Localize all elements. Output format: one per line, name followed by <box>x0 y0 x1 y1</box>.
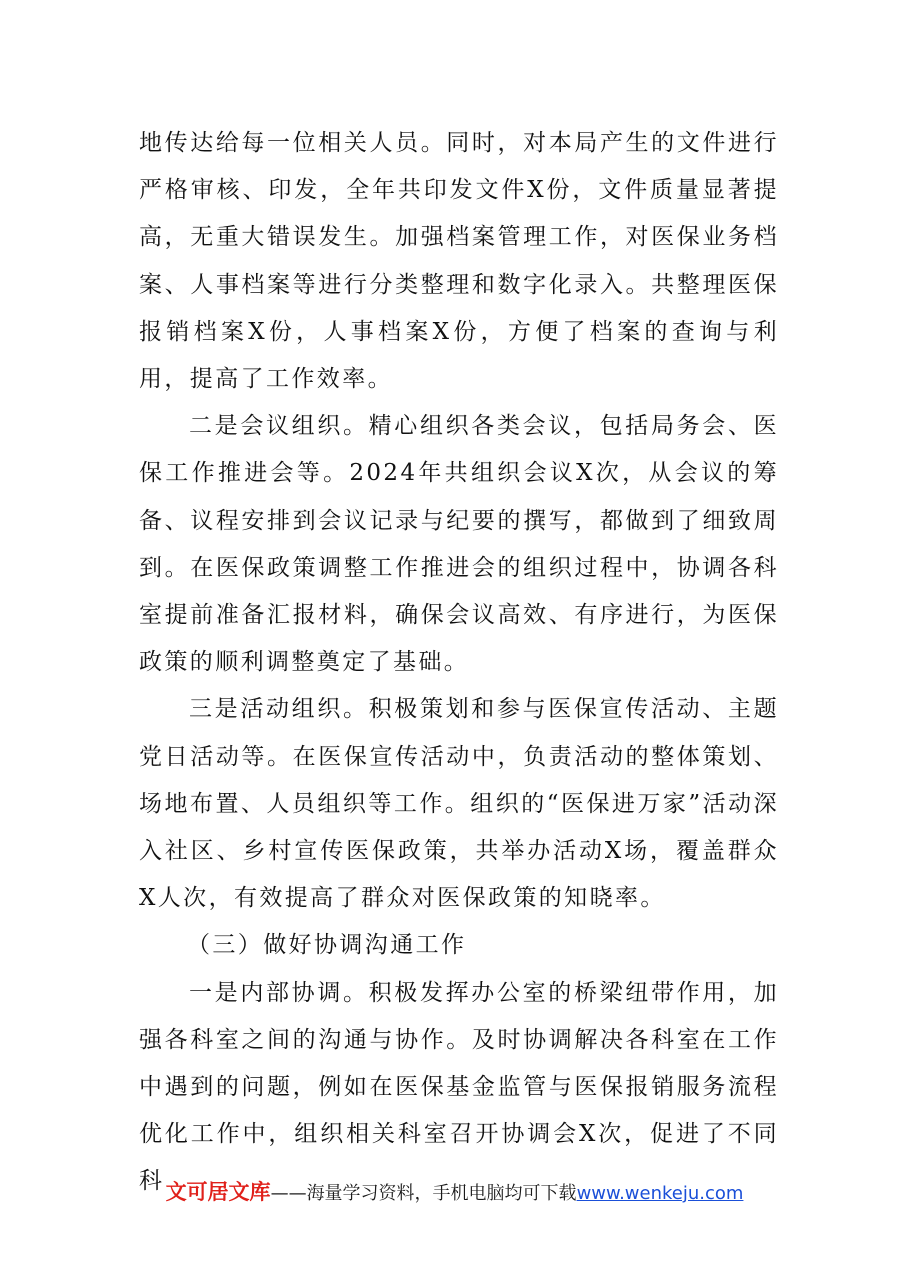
document-body <box>139 120 779 1206</box>
paragraph-meeting-organization: 二是会议组织。精心组织各类会议，包括局务会、医保工作推进会等。2024年共组织会议X次，从会议的筹备、议程安排到会议记录与纪要的撰写，都做到了细致周到。在医保政策调整工作推进会的组织过程中，协调各科室提前准备汇报材料，确保会议高效、有序进行，为医保政策的顺利调整奠定了基础。 <box>139 413 779 676</box>
footer-brand: 文可居文库 <box>165 1180 271 1204</box>
footer-banner <box>0 1172 909 1212</box>
footer-link[interactable]: www.wenkeju.com <box>576 1183 744 1204</box>
section-heading-coordination: （三）做好协调沟通工作 <box>187 932 467 959</box>
footer-description: ——海量学习资料，手机电脑均可下载 <box>270 1183 577 1204</box>
paragraph-continuation: 地传达给每一位相关人员。同时，对本局产生的文件进行严格审核、印发，全年共印发文件X份，文件质量显著提高，无重大错误发生。加强档案管理工作，对医保业务档案、人事档案等进行分类整理和数字化录入。共整理医保报销档案X份，人事档案X份，方便了档案的查询与利用，提高了工作效率。 <box>139 130 779 393</box>
paragraph-activity-organization: 三是活动组织。积极策划和参与医保宣传活动、主题党日活动等。在医保宣传活动中，负责活动的整体策划、场地布置、人员组织等工作。组织的“医保进万家”活动深入社区、乡村宣传医保政策，共举办活动X场，覆盖群众X人次，有效提高了群众对医保政策的知晓率。 <box>139 696 779 912</box>
paragraph-internal-coordination: 一是内部协调。积极发挥办公室的桥梁纽带作用，加强各科室之间的沟通与协作。及时协调解决各科室在工作中遇到的问题，例如在医保基金监管与医保报销服务流程优化工作中，组织相关科室召开协调会X次，促进了不同科 <box>139 979 779 1195</box>
